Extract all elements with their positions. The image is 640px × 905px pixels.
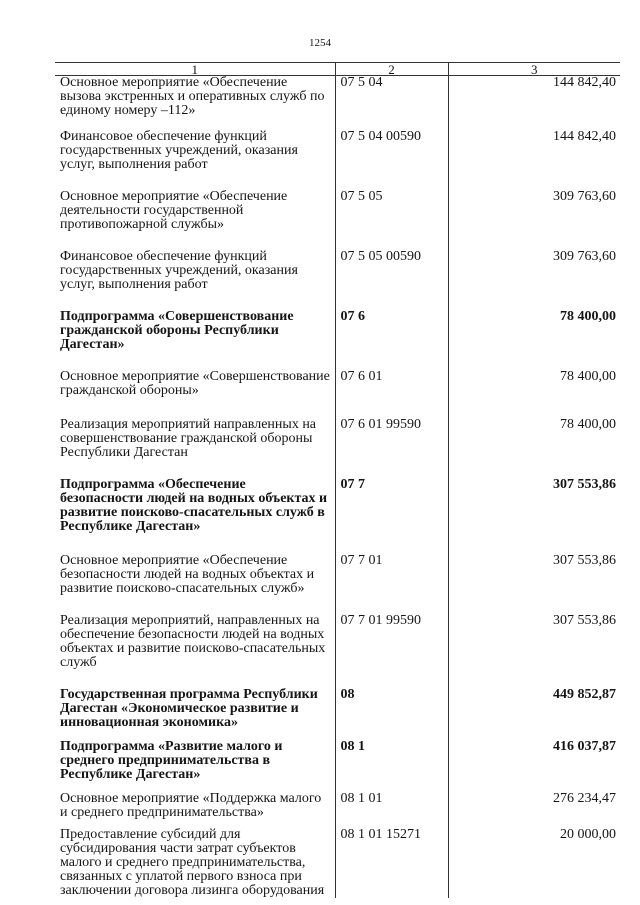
row-amount-cell: 144 842,40 (448, 130, 620, 190)
table-row (55, 478, 620, 554)
row-amount-cell: 78 400,00 (448, 310, 620, 370)
row-name-cell: Основное мероприятие «Обеспечение вызова экстренных и оперативных служб по единому номеру –112» (60, 75, 325, 118)
header-col-1: 1 (55, 63, 335, 76)
table-row (55, 76, 620, 131)
row-amount-cell: 144 842,40 (448, 76, 620, 131)
row-code-cell: 07 5 04 00590 (335, 130, 448, 190)
row-name-cell: Подпрограмма «Совершенствование гражданской обороны Республики Дагестан» (60, 309, 294, 352)
table-row (55, 792, 620, 828)
row-amount-cell: 309 763,60 (448, 250, 620, 310)
table-row (55, 554, 620, 614)
page-number: 1254 (309, 37, 331, 49)
header-row (55, 63, 620, 76)
budget-table-container (55, 62, 620, 898)
row-amount-cell: 416 037,87 (448, 740, 620, 792)
row-code-cell: 07 6 (335, 310, 448, 370)
row-amount-cell: 276 234,47 (448, 792, 620, 828)
row-amount-cell: 307 553,86 (448, 478, 620, 554)
row-code-cell: 07 7 01 99590 (335, 614, 448, 688)
table-row (55, 688, 620, 740)
row-name-cell: Подпрограмма «Развитие малого и среднего предпринимательства в Республике Дагестан» (60, 739, 283, 782)
row-name-cell: Финансовое обеспечение функций государственных учреждений, оказания услуг, выполнения работ (60, 129, 298, 172)
row-name-cell: Реализация мероприятий, направленных на обеспечение безопасности людей на водных объектах и развитие поисково-спасательных служб (60, 613, 326, 670)
row-name-cell: Основное мероприятие «Совершенствование гражданской обороны» (60, 369, 330, 398)
table-row (55, 190, 620, 250)
table-row (55, 828, 620, 898)
row-name-cell: Основное мероприятие «Обеспечение безопасности людей на водных объектах и развитие поисково-спасательных служб» (60, 553, 315, 596)
row-code-cell: 07 7 01 (335, 554, 448, 614)
table-body (55, 76, 620, 899)
row-code-cell: 08 1 (335, 740, 448, 792)
row-amount-cell: 307 553,86 (448, 614, 620, 688)
table-row (55, 614, 620, 688)
row-amount-cell: 78 400,00 (448, 418, 620, 478)
table-row (55, 250, 620, 310)
header-col-2: 2 (335, 63, 448, 76)
row-amount-cell: 20 000,00 (448, 828, 620, 898)
row-code-cell: 08 1 01 (335, 792, 448, 828)
row-name-cell: Основное мероприятие «Обеспечение деятельности государственной противопожарной службы» (60, 189, 288, 232)
row-name-cell: Государственная программа Республики Дагестан «Экономическое развитие и инновационная экономика» (60, 687, 318, 730)
row-code-cell: 07 5 05 00590 (335, 250, 448, 310)
table-row (55, 370, 620, 418)
row-code-cell: 07 5 05 (335, 190, 448, 250)
row-name-cell: Реализация мероприятий направленных на совершенствование гражданской обороны Республики Дагестан (60, 417, 317, 460)
row-amount-cell: 78 400,00 (448, 370, 620, 418)
row-name-cell: Основное мероприятие «Поддержка малого и среднего предпринимательства» (60, 791, 322, 820)
table-header (55, 63, 620, 76)
row-name-cell: Предоставление субсидий для субсидирования части затрат субъектов малого и среднего предпринимательства, связанных с уплатой первого взноса при заключении договора лизинга оборудования (60, 827, 325, 898)
table-row (55, 740, 620, 792)
budget-table (55, 62, 620, 898)
row-amount-cell: 309 763,60 (448, 190, 620, 250)
table-row (55, 130, 620, 190)
row-amount-cell: 449 852,87 (448, 688, 620, 740)
row-name-cell: Подпрограмма «Обеспечение безопасности людей на водных объектах и развитие поисково-спасательных служб в Республике Дагестан» (60, 477, 328, 534)
table-row (55, 310, 620, 370)
header-col-3: 3 (448, 63, 620, 76)
row-code-cell: 07 6 01 (335, 370, 448, 418)
row-code-cell: 07 6 01 99590 (335, 418, 448, 478)
row-name-cell: Финансовое обеспечение функций государственных учреждений, оказания услуг, выполнения работ (60, 249, 298, 292)
table-row (55, 418, 620, 478)
row-code-cell: 08 1 01 15271 (335, 828, 448, 898)
row-amount-cell: 307 553,86 (448, 554, 620, 614)
row-code-cell: 08 (335, 688, 448, 740)
row-code-cell: 07 5 04 (335, 76, 448, 131)
row-code-cell: 07 7 (335, 478, 448, 554)
